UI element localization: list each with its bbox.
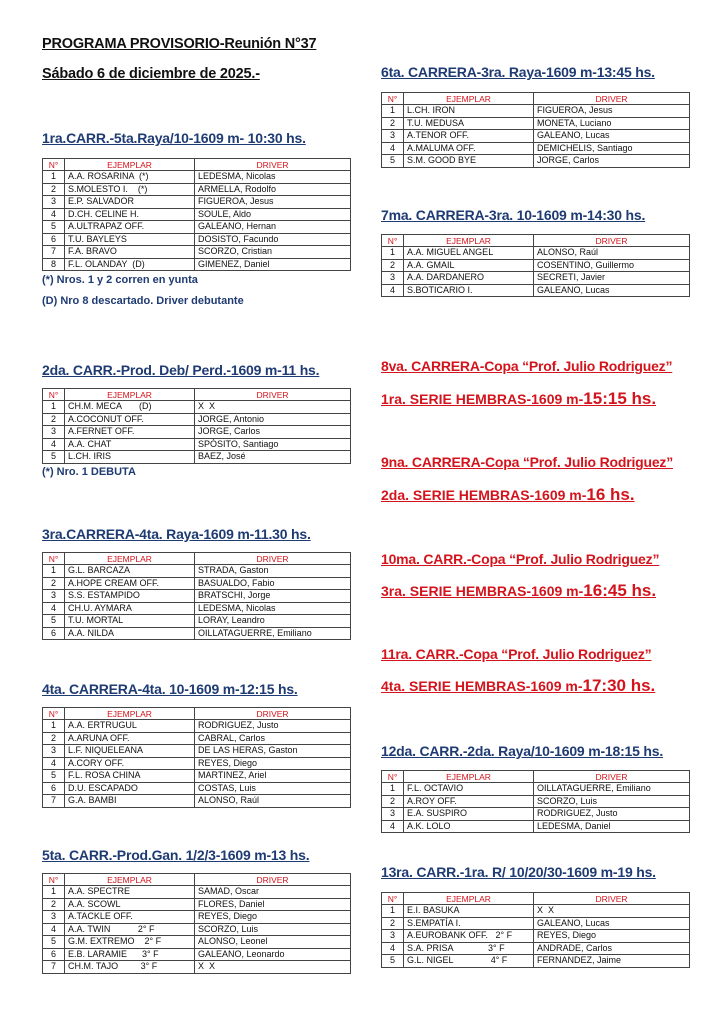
horse-name: A.ARUNA OFF. (65, 732, 195, 745)
entry-number: 7 (43, 961, 65, 974)
table-row (382, 247, 690, 260)
horse-name: T.U. BAYLEYS (65, 233, 195, 246)
entry-number: 4 (43, 208, 65, 221)
table-row (382, 905, 690, 918)
table-row (43, 602, 351, 615)
horse-name: A.EUROBANK OFF. 2° F (404, 930, 534, 943)
entry-number: 4 (43, 438, 65, 451)
race-block-3 (42, 526, 351, 640)
column-header-driver: DRIVER (534, 893, 690, 905)
table-row (43, 233, 351, 246)
column-header-driver: DRIVER (195, 874, 351, 886)
series-label: 2da. SERIE HEMBRAS-1609 m- (381, 487, 587, 503)
entry-number: 5 (43, 770, 65, 783)
horse-name: D.CH. CELINE H. (65, 208, 195, 221)
horse-name: E.A. SUSPIRO (404, 808, 534, 821)
entry-number: 8 (43, 258, 65, 271)
driver-name: REYES, Diego (534, 930, 690, 943)
race-block-12 (381, 743, 690, 833)
horse-name: T.U. MORTAL (65, 615, 195, 628)
driver-name: OILLATAGUERRE, Emiliano (195, 627, 351, 640)
driver-name: STRADA, Gaston (195, 565, 351, 578)
horse-name: A.A. CHAT (65, 438, 195, 451)
series-label: 1ra. SERIE HEMBRAS-1609 m- (381, 391, 584, 407)
entry-number: 4 (43, 757, 65, 770)
column-header-n: N° (43, 708, 65, 720)
cup-race-title: 9na. CARRERA-Copa “Prof. Julio Rodriguez” (381, 454, 674, 470)
entry-number: 3 (382, 808, 404, 821)
driver-name: JORGE, Antonio (195, 413, 351, 426)
entry-number: 4 (43, 602, 65, 615)
column-header-driver: DRIVER (195, 553, 351, 565)
cup-series-title (381, 676, 655, 696)
column-header-driver: DRIVER (195, 389, 351, 401)
entry-number: 5 (43, 451, 65, 464)
table-row (382, 783, 690, 796)
entry-number: 4 (382, 142, 404, 155)
entry-number: 6 (43, 782, 65, 795)
table-row (43, 936, 351, 949)
entry-number: 3 (43, 196, 65, 209)
driver-name: REYES, Diego (195, 757, 351, 770)
driver-name: ALONSO, Raúl (195, 795, 351, 808)
horse-name: G.L. NIGEL 4° F (404, 955, 534, 968)
entry-number: 3 (43, 745, 65, 758)
column-header-driver: DRIVER (534, 93, 690, 105)
table-header-row (382, 893, 690, 905)
entry-number: 6 (43, 233, 65, 246)
table-row (43, 898, 351, 911)
table-row (43, 886, 351, 899)
series-label: 3ra. SERIE HEMBRAS-1609 m- (381, 583, 584, 599)
table-row (382, 155, 690, 168)
column-header-ejemplar: EJEMPLAR (65, 553, 195, 565)
driver-name: RODRIGUEZ, Justo (195, 720, 351, 733)
horse-name: E.B. LARAMIE 3° F (65, 948, 195, 961)
horse-name: A.A. MIGUEL ANGEL (404, 247, 534, 260)
horse-name: E.I. BASUKA (404, 905, 534, 918)
cup-series-title (381, 389, 672, 409)
race-block-2 (42, 362, 351, 478)
race-title: 2da. CARR.-Prod. Deb/ Perd.-1609 m-11 hs. (42, 362, 320, 378)
driver-name: SCORZO, Luis (534, 795, 690, 808)
column-header-n: N° (382, 93, 404, 105)
race-table (381, 92, 690, 168)
driver-name: BASUALDO, Fabio (195, 577, 351, 590)
entry-number: 5 (43, 221, 65, 234)
entry-number: 1 (382, 105, 404, 118)
horse-name: CH.M. MECA (D) (65, 401, 195, 414)
table-row (43, 451, 351, 464)
race-table (42, 388, 351, 464)
race-table (42, 873, 351, 974)
driver-name: LORAY, Leandro (195, 615, 351, 628)
series-time: 16:45 hs. (583, 581, 657, 600)
entry-number: 2 (382, 259, 404, 272)
table-row (43, 221, 351, 234)
race-table (42, 707, 351, 808)
driver-name: ARMELLA, Rodolfo (195, 183, 351, 196)
table-row (43, 911, 351, 924)
driver-name: OILLATAGUERRE, Emiliano (534, 783, 690, 796)
driver-name: DOSISTO, Facundo (195, 233, 351, 246)
column-header-ejemplar: EJEMPLAR (404, 93, 534, 105)
horse-name: A.TACKLE OFF. (65, 911, 195, 924)
cup-series-title (381, 581, 659, 601)
cup-race-title: 10ma. CARR.-Copa “Prof. Julio Rodriguez” (381, 551, 660, 567)
entry-number: 6 (43, 948, 65, 961)
horse-name: L.CH. IRON (404, 105, 534, 118)
horse-name: F.A. BRAVO (65, 246, 195, 259)
cup-race-8 (381, 358, 672, 409)
horse-name: S.BOTICARIO I. (404, 284, 534, 297)
entry-number: 2 (43, 732, 65, 745)
column-header-ejemplar: EJEMPLAR (404, 771, 534, 783)
table-row (43, 923, 351, 936)
entry-number: 2 (43, 413, 65, 426)
horse-name: S.EMPATÍA I. (404, 917, 534, 930)
table-header-row (382, 93, 690, 105)
table-row (43, 615, 351, 628)
table-row (43, 577, 351, 590)
driver-name: JORGE, Carlos (534, 155, 690, 168)
horse-name: A.ULTRAPAZ OFF. (65, 221, 195, 234)
driver-name: ALONSO, Raúl (534, 247, 690, 260)
driver-name: REYES, Diego (195, 911, 351, 924)
table-row (43, 795, 351, 808)
table-header-row (43, 553, 351, 565)
entry-number: 1 (43, 401, 65, 414)
series-label: 4ta. SERIE HEMBRAS-1609 m- (381, 678, 583, 694)
driver-name: GALEANO, Lucas (534, 130, 690, 143)
horse-name: T.U. MEDUSA (404, 117, 534, 130)
driver-name: FIGUEROA, Jesus (534, 105, 690, 118)
entry-number: 3 (43, 426, 65, 439)
table-row (382, 917, 690, 930)
driver-name: DE LAS HERAS, Gaston (195, 745, 351, 758)
horse-name: S.S. ESTAMPIDO (65, 590, 195, 603)
cup-race-10 (381, 551, 659, 601)
driver-name: GALEANO, Lucas (534, 284, 690, 297)
horse-name: G.A. BAMBI (65, 795, 195, 808)
column-header-ejemplar: EJEMPLAR (65, 389, 195, 401)
race-block-7 (381, 207, 690, 297)
entry-number: 1 (382, 247, 404, 260)
race-table (42, 552, 351, 640)
race-block-6 (381, 64, 690, 168)
table-row (382, 130, 690, 143)
table-row (382, 942, 690, 955)
entry-number: 2 (382, 917, 404, 930)
table-row (43, 745, 351, 758)
entry-number: 3 (382, 930, 404, 943)
horse-name: E.P. SALVADOR (65, 196, 195, 209)
column-header-ejemplar: EJEMPLAR (65, 159, 195, 171)
cup-series-title (381, 485, 673, 505)
table-row (382, 808, 690, 821)
horse-name: A.A. ROSARINA (*) (65, 171, 195, 184)
horse-name: A.K. LOLO (404, 820, 534, 833)
entry-number: 5 (382, 155, 404, 168)
table-row (43, 565, 351, 578)
driver-name: MARTINEZ, Ariel (195, 770, 351, 783)
driver-name: FIGUEROA, Jesus (195, 196, 351, 209)
driver-name: COSTAS, Luis (195, 782, 351, 795)
driver-name: SAMAD, Oscar (195, 886, 351, 899)
table-header-row (382, 235, 690, 247)
horse-name: L.CH. IRIS (65, 451, 195, 464)
entry-number: 7 (43, 795, 65, 808)
horse-name: A.TENOR OFF. (404, 130, 534, 143)
driver-name: SCORZO, Luis (195, 923, 351, 936)
table-row (382, 272, 690, 285)
driver-name: X X (534, 905, 690, 918)
driver-name: FERNANDEZ, Jaime (534, 955, 690, 968)
entry-number: 5 (43, 615, 65, 628)
horse-name: A.A. ERTRUGUL (65, 720, 195, 733)
series-time: 15:15 hs. (583, 389, 657, 408)
entry-number: 2 (382, 117, 404, 130)
driver-name: GIMENEZ, Daniel (195, 258, 351, 271)
column-header-driver: DRIVER (534, 235, 690, 247)
race-title: 13ra. CARR.-1ra. R/ 10/20/30-1609 m-19 hs. (381, 864, 656, 880)
horse-name: A.CORY OFF. (65, 757, 195, 770)
driver-name: GALEANO, Leonardo (195, 948, 351, 961)
race-note: (*) Nro. 1 DEBUTA (42, 465, 136, 478)
table-row (43, 590, 351, 603)
driver-name: SOULE, Aldo (195, 208, 351, 221)
horse-name: A.FERNET OFF. (65, 426, 195, 439)
table-row (382, 259, 690, 272)
driver-name: FLORES, Daniel (195, 898, 351, 911)
entry-number: 2 (382, 795, 404, 808)
table-header-row (43, 874, 351, 886)
column-header-ejemplar: EJEMPLAR (404, 235, 534, 247)
horse-name: A.A. SPECTRE (65, 886, 195, 899)
horse-name: F.L. OCTAVIO (404, 783, 534, 796)
column-header-n: N° (43, 553, 65, 565)
race-table (381, 892, 690, 968)
horse-name: CH.U. AYMARA (65, 602, 195, 615)
race-note: (D) Nro 8 descartado. Driver debutante (42, 295, 244, 307)
table-header-row (43, 159, 351, 171)
driver-name: GALEANO, Lucas (534, 917, 690, 930)
horse-name: S.M. GOOD BYE (404, 155, 534, 168)
table-row (43, 770, 351, 783)
entry-number: 3 (382, 130, 404, 143)
table-row (382, 820, 690, 833)
driver-name: SPÓSITO, Santiago (195, 438, 351, 451)
driver-name: MONETA, Luciano (534, 117, 690, 130)
horse-name: D.U. ESCAPADO (65, 782, 195, 795)
table-row (43, 782, 351, 795)
entry-number: 3 (382, 272, 404, 285)
table-row (43, 401, 351, 414)
column-header-n: N° (43, 159, 65, 171)
table-row (43, 948, 351, 961)
race-title: 6ta. CARRERA-3ra. Raya-1609 m-13:45 hs. (381, 64, 655, 80)
document-date: Sábado 6 de diciembre de 2025.- (42, 66, 260, 82)
table-row (43, 413, 351, 426)
entry-number: 2 (43, 183, 65, 196)
race-title: 7ma. CARRERA-3ra. 10-1609 m-14:30 hs. (381, 207, 646, 223)
entry-number: 1 (382, 905, 404, 918)
column-header-ejemplar: EJEMPLAR (404, 893, 534, 905)
column-header-driver: DRIVER (195, 159, 351, 171)
column-header-n: N° (382, 893, 404, 905)
driver-name: RODRIGUEZ, Justo (534, 808, 690, 821)
horse-name: A.MALUMA OFF. (404, 142, 534, 155)
table-header-row (382, 771, 690, 783)
table-row (382, 930, 690, 943)
column-header-driver: DRIVER (195, 708, 351, 720)
column-header-ejemplar: EJEMPLAR (65, 708, 195, 720)
race-block-5 (42, 847, 351, 974)
entry-number: 1 (382, 783, 404, 796)
driver-name: ANDRADE, Carlos (534, 942, 690, 955)
cup-race-title: 8va. CARRERA-Copa “Prof. Julio Rodriguez” (381, 358, 673, 374)
entry-number: 1 (43, 171, 65, 184)
table-row (43, 627, 351, 640)
table-row (43, 258, 351, 271)
horse-name: S.MOLESTO I. (*) (65, 183, 195, 196)
table-header-row (43, 389, 351, 401)
horse-name: A.A. SCOWL (65, 898, 195, 911)
horse-name: A.A. NILDA (65, 627, 195, 640)
table-row (43, 438, 351, 451)
entry-number: 4 (382, 284, 404, 297)
driver-name: COSENTINO, Guillermo (534, 259, 690, 272)
driver-name: GALEANO, Hernan (195, 221, 351, 234)
driver-name: ALONSO, Leonel (195, 936, 351, 949)
table-header-row (43, 708, 351, 720)
entry-number: 3 (43, 911, 65, 924)
driver-name: LEDESMA, Daniel (534, 820, 690, 833)
race-block-4 (42, 681, 351, 808)
horse-name: A.A. TWIN 2° F (65, 923, 195, 936)
table-row (43, 196, 351, 209)
series-time: 16 hs. (586, 485, 635, 504)
entry-number: 3 (43, 590, 65, 603)
cup-race-9 (381, 454, 673, 505)
table-row (43, 757, 351, 770)
horse-name: A.COCONUT OFF. (65, 413, 195, 426)
entry-number: 1 (43, 565, 65, 578)
horse-name: A.HOPE CREAM OFF. (65, 577, 195, 590)
driver-name: BRATSCHI, Jorge (195, 590, 351, 603)
table-row (43, 720, 351, 733)
race-block-1 (42, 130, 351, 307)
column-header-ejemplar: EJEMPLAR (65, 874, 195, 886)
entry-number: 4 (382, 942, 404, 955)
entry-number: 4 (382, 820, 404, 833)
cup-race-11 (381, 646, 655, 696)
race-title: 12da. CARR.-2da. Raya/10-1609 m-18:15 hs. (381, 743, 664, 759)
entry-number: 5 (382, 955, 404, 968)
race-block-13 (381, 864, 690, 968)
race-table (381, 770, 690, 833)
entry-number: 5 (43, 936, 65, 949)
table-row (43, 246, 351, 259)
table-row (43, 732, 351, 745)
series-time: 17:30 hs. (582, 676, 656, 695)
table-row (43, 426, 351, 439)
cup-race-title: 11ra. CARR.-Copa “Prof. Julio Rodriguez” (381, 646, 652, 662)
entry-number: 1 (43, 886, 65, 899)
column-header-n: N° (382, 771, 404, 783)
horse-name: G.L. BARCAZA (65, 565, 195, 578)
table-row (382, 105, 690, 118)
document-title: PROGRAMA PROVISORIO-Reunión N°37 (42, 36, 317, 52)
table-row (382, 117, 690, 130)
driver-name: BAEZ, José (195, 451, 351, 464)
column-header-n: N° (382, 235, 404, 247)
horse-name: F.L. ROSA CHINA (65, 770, 195, 783)
driver-name: X X (195, 961, 351, 974)
table-row (382, 284, 690, 297)
table-row (382, 142, 690, 155)
driver-name: DEMICHELIS, Santiago (534, 142, 690, 155)
column-header-n: N° (43, 389, 65, 401)
horse-name: G.M. EXTREMO 2° F (65, 936, 195, 949)
driver-name: SCORZO, Cristian (195, 246, 351, 259)
race-title: 4ta. CARRERA-4ta. 10-1609 m-12:15 hs. (42, 681, 298, 697)
horse-name: S.A. PRISA 3° F (404, 942, 534, 955)
driver-name: JORGE, Carlos (195, 426, 351, 439)
driver-name: X X (195, 401, 351, 414)
race-title: 1ra.CARR.-5ta.Raya/10-1609 m- 10:30 hs. (42, 130, 306, 146)
driver-name: LEDESMA, Nicolas (195, 171, 351, 184)
table-row (43, 171, 351, 184)
horse-name: A.A. DARDANERO (404, 272, 534, 285)
entry-number: 6 (43, 627, 65, 640)
driver-name: CABRAL, Carlos (195, 732, 351, 745)
entry-number: 7 (43, 246, 65, 259)
horse-name: A.A. GMAIL (404, 259, 534, 272)
table-row (382, 795, 690, 808)
column-header-n: N° (43, 874, 65, 886)
driver-name: SECRETI, Javier (534, 272, 690, 285)
horse-name: F.L. OLANDAY (D) (65, 258, 195, 271)
table-row (43, 961, 351, 974)
race-note: (*) Nros. 1 y 2 corren en yunta (42, 274, 198, 286)
race-table (381, 234, 690, 297)
entry-number: 2 (43, 898, 65, 911)
table-row (382, 955, 690, 968)
horse-name: A.ROY OFF. (404, 795, 534, 808)
entry-number: 2 (43, 577, 65, 590)
horse-name: CH.M. TAJO 3° F (65, 961, 195, 974)
entry-number: 4 (43, 923, 65, 936)
column-header-driver: DRIVER (534, 771, 690, 783)
entry-number: 1 (43, 720, 65, 733)
driver-name: LEDESMA, Nicolas (195, 602, 351, 615)
race-title: 3ra.CARRERA-4ta. Raya-1609 m-11.30 hs. (42, 526, 311, 542)
table-row (43, 183, 351, 196)
horse-name: L.F. NIQUELEANA (65, 745, 195, 758)
table-row (43, 208, 351, 221)
race-title: 5ta. CARR.-Prod.Gan. 1/2/3-1609 m-13 hs. (42, 847, 310, 863)
race-table (42, 158, 351, 271)
